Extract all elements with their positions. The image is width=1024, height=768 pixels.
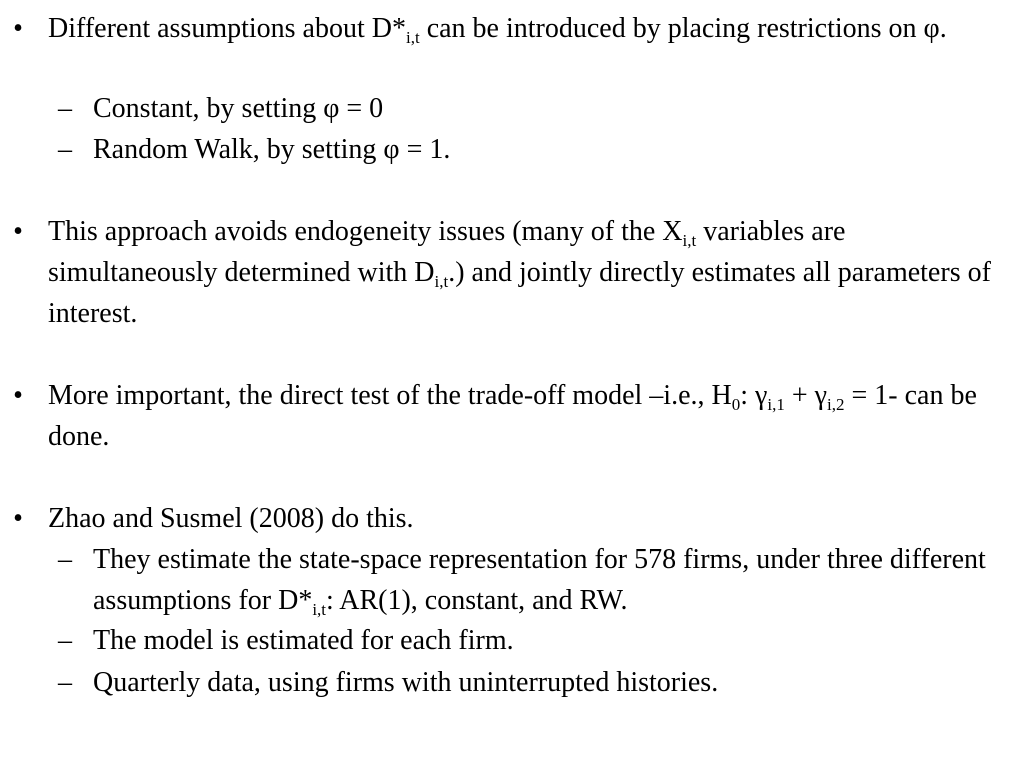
- text-run: They estimate the state-space representation for 578 firms, under three different assumptions for D*: [93, 544, 986, 616]
- text-run: : AR(1), constant, and RW.: [326, 585, 628, 616]
- sub-item-1-1: [0, 88, 1024, 129]
- bullet-item-3: [0, 375, 1024, 457]
- subscript: i,1: [767, 395, 785, 414]
- bullet-item-1: [0, 8, 1024, 90]
- subscript: 0: [731, 395, 741, 414]
- text-run: This approach avoids endogeneity issues (many of the X: [48, 216, 683, 247]
- dash-marker: –: [58, 625, 72, 656]
- bullet-text-1: [48, 8, 1014, 49]
- subscript: i,t: [312, 600, 327, 619]
- dash-marker: –: [58, 544, 72, 575]
- subscript: i,2: [827, 395, 845, 414]
- text-run: .) and jointly directly estimates all parameters of interest.: [48, 257, 991, 329]
- bullet-text-3: [48, 375, 1014, 457]
- sub-text: Constant, by setting φ = 0: [93, 93, 384, 124]
- sub-item-4-2: [0, 620, 1024, 661]
- sub-item-4-3: [0, 662, 1024, 703]
- bullet-item-2: [0, 211, 1024, 334]
- bullet-item-4: [0, 498, 1024, 539]
- subscript: i,t: [405, 28, 420, 47]
- dash-marker: –: [58, 134, 72, 165]
- bullet-marker: •: [13, 13, 23, 44]
- sub-text: [93, 539, 1004, 621]
- sub-text: Quarterly data, using firms with uninterrupted histories.: [93, 667, 719, 698]
- text-run: variables are simultaneously determined with D: [48, 216, 846, 288]
- dash-marker: –: [58, 667, 72, 698]
- sub-text: The model is estimated for each firm.: [93, 625, 514, 656]
- sub-text: Random Walk, by setting φ = 1.: [93, 134, 451, 165]
- bullet-marker: •: [13, 380, 23, 411]
- text-run: = 1- can be done.: [48, 380, 977, 452]
- bullet-text-4: Zhao and Susmel (2008) do this.: [48, 503, 414, 534]
- text-run: + γ: [784, 380, 828, 411]
- bullet-text-2: [48, 211, 1014, 334]
- bullet-marker: •: [13, 216, 23, 247]
- dash-marker: –: [58, 93, 72, 124]
- text-run: can be introduced by placing restrictions on φ.: [419, 13, 947, 44]
- bullet-marker: •: [13, 503, 23, 534]
- sub-item-4-1: [0, 539, 1024, 621]
- text-run: Different assumptions about D*: [48, 13, 406, 44]
- text-run: : γ: [740, 380, 768, 411]
- text-run: More important, the direct test of the trade-off model –i.e., H: [48, 380, 732, 411]
- sub-item-1-2: [0, 129, 1024, 170]
- subscript: i,t: [434, 272, 449, 291]
- subscript: i,t: [682, 231, 697, 250]
